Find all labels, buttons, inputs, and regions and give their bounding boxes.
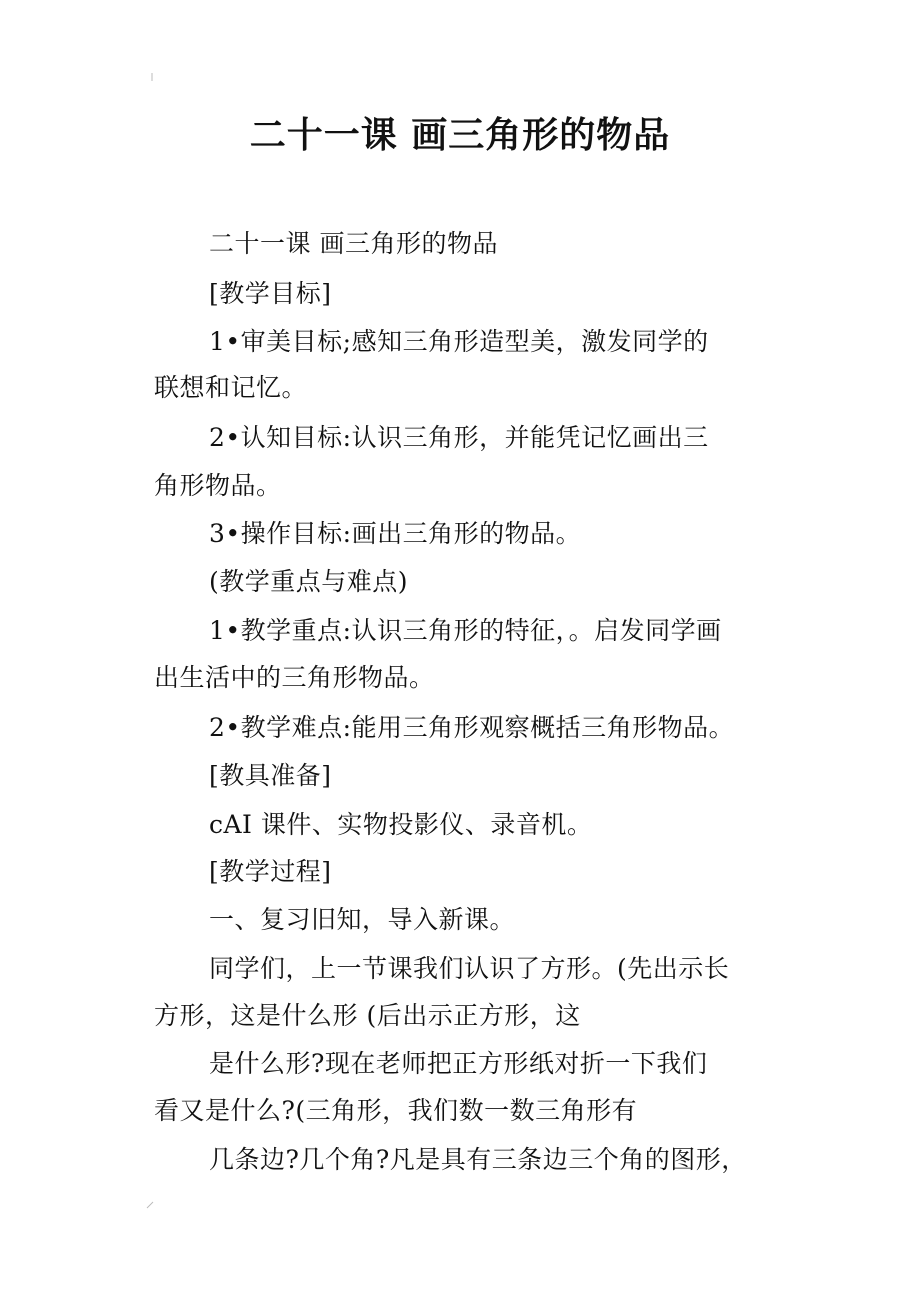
text-line: 二十一课 画三角形的物品 [209, 229, 498, 258]
text-line: 是什么形?现在老师把正方形纸对折一下我们 [209, 1049, 708, 1078]
text-line: cAI 课件、实物投影仪、录音机。 [209, 810, 593, 839]
document-title: 二十一课 画三角形的物品 [249, 115, 671, 156]
text-line: [教学过程] [209, 857, 332, 886]
text-line: 1•教学重点:认识三角形的特征，。启发同学画 [209, 616, 722, 645]
corner-mark-bottom [146, 1196, 154, 1204]
text-line: 角形物品。 [154, 471, 282, 500]
text-line: 同学们，上一节课我们认识了方形。(先出示长 [209, 954, 730, 983]
text-line: (教学重点与难点) [209, 567, 409, 596]
text-line: 一、复习旧知，导入新课。 [209, 905, 516, 934]
text-line: 几条边?几个角?凡是具有三条边三个角的图形， [209, 1145, 747, 1174]
text-line: 出生活中的三角形物品。 [154, 663, 435, 692]
corner-mark-top [148, 68, 156, 76]
text-line: 1•审美目标;感知三角形造型美，激发同学的 [209, 327, 709, 356]
text-line: 方形，这是什么形 (后出示正方形，这 [154, 1001, 581, 1030]
text-line: [教具准备] [209, 761, 332, 790]
text-line: [教学目标] [209, 279, 332, 308]
text-line: 2•教学难点:能用三角形观察概括三角形物品。 [209, 713, 735, 742]
text-line: 看又是什么?(三角形，我们数一数三角形有 [154, 1096, 638, 1125]
text-line: 联想和记忆。 [154, 373, 308, 402]
text-line: 3•操作目标:画出三角形的物品。 [209, 519, 582, 548]
text-line: 2•认知目标:认识三角形，并能凭记忆画出三 [209, 423, 709, 452]
